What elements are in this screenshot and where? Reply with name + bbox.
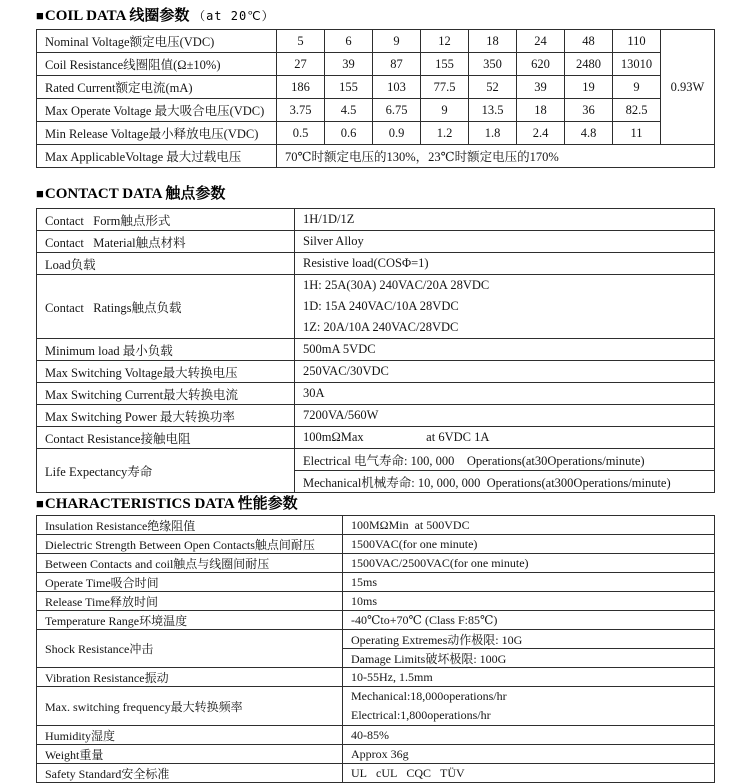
table-row [37, 611, 715, 630]
coil-row-label: Coil Resistance线圈阻值(Ω±10%) [37, 53, 277, 76]
table-row [37, 630, 715, 649]
char-row-label: Between Contacts and coil触点与线圈间耐压 [37, 554, 343, 573]
char-row-value: 10ms [343, 592, 715, 611]
char-row-label: Operate Time吸合时间 [37, 573, 343, 592]
life-expectancy-label: Life Expectancy寿命 [37, 449, 295, 493]
characteristics-title-text: CHARACTERISTICS DATA 性能参数 [44, 496, 298, 512]
coil-cell: 103 [373, 76, 421, 99]
switching-frequency-value [343, 687, 715, 726]
coil-data-section [36, 7, 714, 168]
coil-power-cell: 0.93W [661, 30, 715, 145]
char-row-value: 100MΩMin at 500VDC [343, 516, 715, 535]
coil-cell: 0.6 [325, 122, 373, 145]
coil-cell: 3.75 [277, 99, 325, 122]
char-row-label: Dielectric Strength Between Open Contacts触点间耐压 [37, 535, 343, 554]
coil-cell: 5 [277, 30, 325, 53]
coil-cell: 18 [517, 99, 565, 122]
coil-cell: 48 [565, 30, 613, 53]
table-row [37, 339, 715, 361]
coil-row-label: Rated Current额定电流(mA) [37, 76, 277, 99]
coil-cell: 24 [517, 30, 565, 53]
rating-line: 1D: 15A 240VAC/10A 28VDC [303, 299, 459, 313]
coil-cell: 77.5 [421, 76, 469, 99]
table-row [37, 145, 715, 168]
char-row-value: 10-55Hz, 1.5mm [343, 668, 715, 687]
coil-cell: 4.8 [565, 122, 613, 145]
section-bullet-icon: ■ [36, 186, 44, 201]
char-row-value: Approx 36g [343, 745, 715, 764]
life-expectancy-mechanical: Mechanical机械寿命: 10, 000, 000 Operations(at300Operations/minute) [295, 471, 715, 493]
coil-footer-value: 70℃时额定电压的130%，23℃时额定电压的170% [277, 145, 715, 168]
coil-cell: 9 [421, 99, 469, 122]
contact-row-value: 30A [295, 383, 715, 405]
char-row-label: Weight重量 [37, 745, 343, 764]
coil-cell: 6.75 [373, 99, 421, 122]
coil-cell: 11 [613, 122, 661, 145]
coil-cell: 9 [373, 30, 421, 53]
contact-row-label: Max Switching Voltage最大转换电压 [37, 361, 295, 383]
table-row [37, 764, 715, 783]
char-row-label: Safety Standard安全标准 [37, 764, 343, 783]
coil-cell: 1.2 [421, 122, 469, 145]
coil-cell: 9 [613, 76, 661, 99]
contact-row-value: 250VAC/30VDC [295, 361, 715, 383]
shock-damage-limits: Damage Limits破坏极限: 100G [343, 649, 715, 668]
coil-cell: 0.5 [277, 122, 325, 145]
coil-cell: 12 [421, 30, 469, 53]
char-row-label: Release Time释放时间 [37, 592, 343, 611]
contact-title-text: CONTACT DATA 触点参数 [44, 186, 226, 202]
coil-cell: 82.5 [613, 99, 661, 122]
char-row-value: 1500VAC(for one minute) [343, 535, 715, 554]
contact-section-title [36, 185, 714, 203]
coil-title-text: COIL DATA 线圈参数 [44, 8, 190, 24]
characteristics-data-table [36, 515, 715, 783]
coil-row-label: Nominal Voltage额定电压(VDC) [37, 30, 277, 53]
table-row [37, 668, 715, 687]
contact-row-label: Minimum load 最小负载 [37, 339, 295, 361]
table-row [37, 275, 715, 339]
contact-row-label: Contact Resistance接触电阻 [37, 427, 295, 449]
contact-row-value: Resistive load(COSΦ=1) [295, 253, 715, 275]
char-row-label: Humidity湿度 [37, 726, 343, 745]
table-row [37, 122, 715, 145]
table-row [37, 253, 715, 275]
table-row [37, 99, 715, 122]
characteristics-section-title [36, 495, 714, 513]
char-row-value: 1500VAC/2500VAC(for one minute) [343, 554, 715, 573]
rating-line: 1H: 25A(30A) 240VAC/20A 28VDC [303, 278, 490, 292]
contact-data-table [36, 208, 715, 493]
switching-frequency-label: Max. switching frequency最大转换频率 [37, 687, 343, 726]
coil-cell: 19 [565, 76, 613, 99]
coil-footer-label: Max ApplicableVoltage 最大过载电压 [37, 145, 277, 168]
table-row [37, 405, 715, 427]
char-row-label: Temperature Range环境温度 [37, 611, 343, 630]
contact-row-label: Contact Form触点形式 [37, 209, 295, 231]
shock-operating-extremes: Operating Extremes动作极限: 10G [343, 630, 715, 649]
coil-cell: 620 [517, 53, 565, 76]
coil-cell: 13010 [613, 53, 661, 76]
coil-cell: 27 [277, 53, 325, 76]
coil-cell: 1.8 [469, 122, 517, 145]
table-row [37, 231, 715, 253]
contact-row-value: Silver Alloy [295, 231, 715, 253]
contact-ratings-label: Contact Ratings触点负载 [37, 275, 295, 339]
table-row [37, 554, 715, 573]
coil-row-label: Max Operate Voltage 最大吸合电压(VDC) [37, 99, 277, 122]
table-row [37, 427, 715, 449]
coil-cell: 87 [373, 53, 421, 76]
frequency-line: Mechanical:18,000operations/hr [351, 689, 507, 703]
coil-cell: 2480 [565, 53, 613, 76]
table-row [37, 383, 715, 405]
contact-ratings-value [295, 275, 715, 339]
coil-cell: 350 [469, 53, 517, 76]
coil-row-label: Min Release Voltage最小释放电压(VDC) [37, 122, 277, 145]
table-row [37, 592, 715, 611]
coil-cell: 155 [421, 53, 469, 76]
contact-row-label: Max Switching Power 最大转换功率 [37, 405, 295, 427]
table-row [37, 687, 715, 726]
characteristics-data-section [36, 495, 714, 783]
coil-cell: 0.9 [373, 122, 421, 145]
table-row [37, 449, 715, 471]
contact-row-value: 1H/1D/1Z [295, 209, 715, 231]
table-row [37, 361, 715, 383]
coil-data-table [36, 29, 715, 168]
table-row [37, 76, 715, 99]
section-bullet-icon: ■ [36, 496, 44, 511]
life-expectancy-electrical: Electrical 电气寿命: 100, 000 Operations(at30Operations/minute) [295, 449, 715, 471]
shock-resistance-label: Shock Resistance冲击 [37, 630, 343, 668]
table-row [37, 209, 715, 231]
contact-row-label: Contact Material触点材料 [37, 231, 295, 253]
section-bullet-icon: ■ [36, 8, 44, 23]
frequency-line: Electrical:1,800operations/hr [351, 708, 491, 722]
contact-row-label: Max Switching Current最大转换电流 [37, 383, 295, 405]
coil-cell: 18 [469, 30, 517, 53]
table-row [37, 516, 715, 535]
coil-cell: 2.4 [517, 122, 565, 145]
coil-cell: 110 [613, 30, 661, 53]
coil-cell: 39 [325, 53, 373, 76]
coil-cell: 186 [277, 76, 325, 99]
char-row-value: 15ms [343, 573, 715, 592]
coil-cell: 36 [565, 99, 613, 122]
contact-data-section [36, 185, 714, 493]
char-row-label: Vibration Resistance振动 [37, 668, 343, 687]
char-row-value: 40-85% [343, 726, 715, 745]
table-row [37, 535, 715, 554]
coil-title-note: （at 20℃） [193, 9, 275, 23]
coil-cell: 39 [517, 76, 565, 99]
coil-cell: 52 [469, 76, 517, 99]
rating-line: 1Z: 20A/10A 240VAC/28VDC [303, 320, 459, 334]
char-row-value: -40℃to+70℃ (Class F:85℃) [343, 611, 715, 630]
coil-cell: 6 [325, 30, 373, 53]
contact-row-label: Load负载 [37, 253, 295, 275]
char-row-label: Insulation Resistance绝缘阻值 [37, 516, 343, 535]
table-row [37, 726, 715, 745]
table-row [37, 573, 715, 592]
coil-cell: 13.5 [469, 99, 517, 122]
coil-cell: 155 [325, 76, 373, 99]
table-row [37, 53, 715, 76]
contact-row-value: 100mΩMax at 6VDC 1A [295, 427, 715, 449]
contact-row-value: 500mA 5VDC [295, 339, 715, 361]
coil-cell: 4.5 [325, 99, 373, 122]
char-row-value: UL cUL CQC TÜV [343, 764, 715, 783]
contact-row-value: 7200VA/560W [295, 405, 715, 427]
coil-section-title [36, 7, 714, 25]
table-row [37, 745, 715, 764]
table-row [37, 30, 715, 53]
